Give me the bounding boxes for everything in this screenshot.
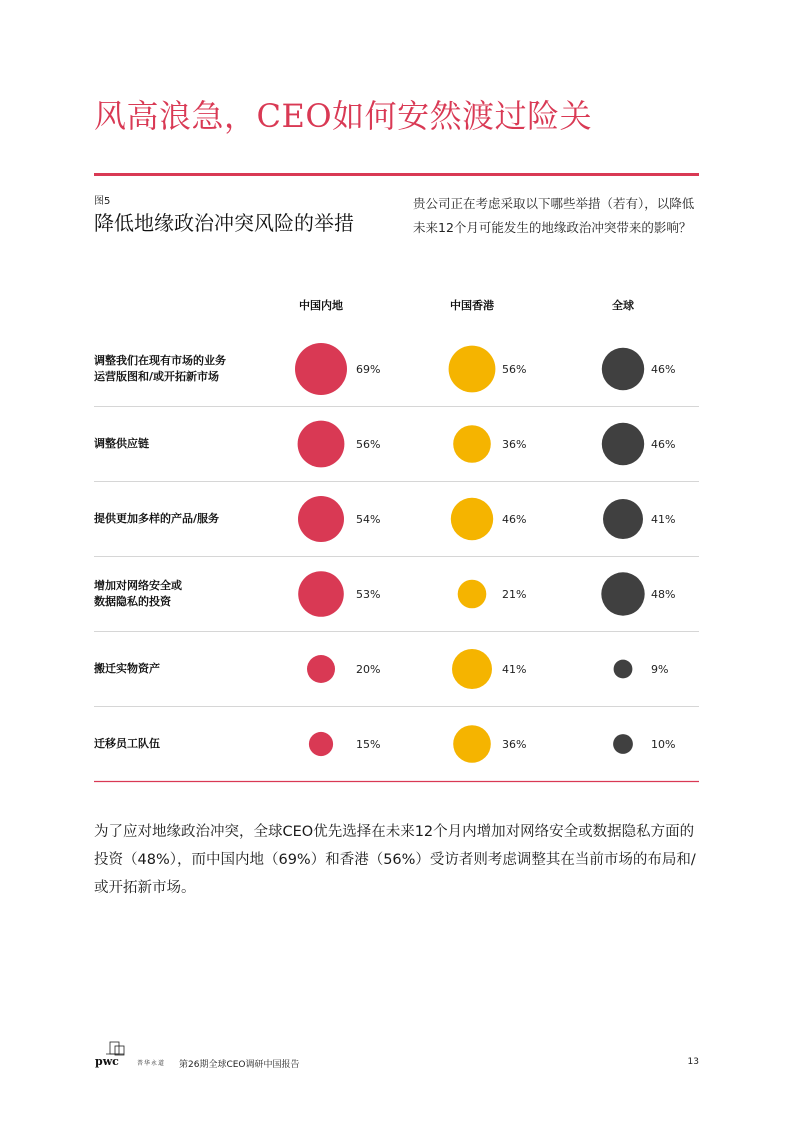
value-label: 41% <box>502 663 527 676</box>
value-label: 46% <box>651 438 676 451</box>
category-label-line: 提供更加多样的产品/服务 <box>94 512 220 525</box>
bubble-global <box>613 734 633 754</box>
bubble-global <box>602 423 644 465</box>
survey-question: 贵公司正在考虑采取以下哪些举措（若有），以降低未来12个月可能发生的地缘政治冲突带来的影响？ <box>413 196 695 235</box>
page-number: 13 <box>687 1057 699 1067</box>
bubble-mainland <box>307 655 335 683</box>
category-label-line: 数据隐私的投资 <box>94 595 171 608</box>
value-label: 56% <box>502 363 527 376</box>
column-header-mainland: 中国内地 <box>299 299 343 312</box>
figure-label: 图5 <box>94 196 111 207</box>
bubble-hongkong <box>453 725 491 763</box>
value-label: 46% <box>502 513 527 526</box>
category-label-line: 增加对网络安全或 <box>94 579 182 592</box>
figure-title: 降低地缘政治冲突风险的举措 <box>94 211 354 235</box>
pwc-chinese-name: 普华永道 <box>137 1060 166 1067</box>
category-label-line: 运营版图和/或开拓新市场 <box>94 370 220 383</box>
bubble-mainland <box>309 732 333 756</box>
value-label: 53% <box>356 588 381 601</box>
column-header-global: 全球 <box>612 299 634 312</box>
value-label: 46% <box>651 363 676 376</box>
category-label-line: 调整供应链 <box>94 437 149 450</box>
pwc-wordmark: pwc <box>95 1055 119 1068</box>
value-label: 36% <box>502 738 527 751</box>
bubble-global <box>614 660 633 679</box>
value-label: 56% <box>356 438 381 451</box>
value-label: 15% <box>356 738 381 751</box>
bubble-hongkong <box>451 498 493 540</box>
bubble-global <box>602 348 644 390</box>
value-label: 48% <box>651 588 676 601</box>
bubble-mainland <box>295 343 347 395</box>
category-label-line: 迁移员工队伍 <box>94 737 160 750</box>
value-label: 9% <box>651 663 669 676</box>
page-title: 风高浪急，CEO如何安然渡过险关 <box>94 97 593 135</box>
bubble-mainland <box>298 496 344 542</box>
value-label: 69% <box>356 363 381 376</box>
category-label-line: 调整我们在现有市场的业务 <box>94 354 226 367</box>
value-label: 10% <box>651 738 676 751</box>
bubble-hongkong <box>453 425 491 463</box>
bubble-mainland <box>298 421 345 468</box>
value-label: 20% <box>356 663 381 676</box>
value-label: 54% <box>356 513 381 526</box>
bubble-hongkong <box>458 580 487 609</box>
bubble-mainland <box>298 571 344 617</box>
bubble-hongkong <box>449 346 496 393</box>
column-header-hongkong: 中国香港 <box>450 299 494 312</box>
value-label: 41% <box>651 513 676 526</box>
category-label-line: 搬迁实物资产 <box>94 662 160 675</box>
value-label: 21% <box>502 588 527 601</box>
body-paragraph: 为了应对地缘政治冲突，全球CEO优先选择在未来12个月内增加对网络安全或数据隐私方面的投资（48%），而中国内地（69%）和香港（56%）受访者则考虑调整其在当前市场的布局和/或开拓新市场。 <box>94 824 696 896</box>
bubble-hongkong <box>452 649 492 689</box>
bubble-global <box>601 572 644 615</box>
value-label: 36% <box>502 438 527 451</box>
bubble-global <box>603 499 643 539</box>
report-name: 第26期全球CEO调研中国报告 <box>179 1060 300 1070</box>
